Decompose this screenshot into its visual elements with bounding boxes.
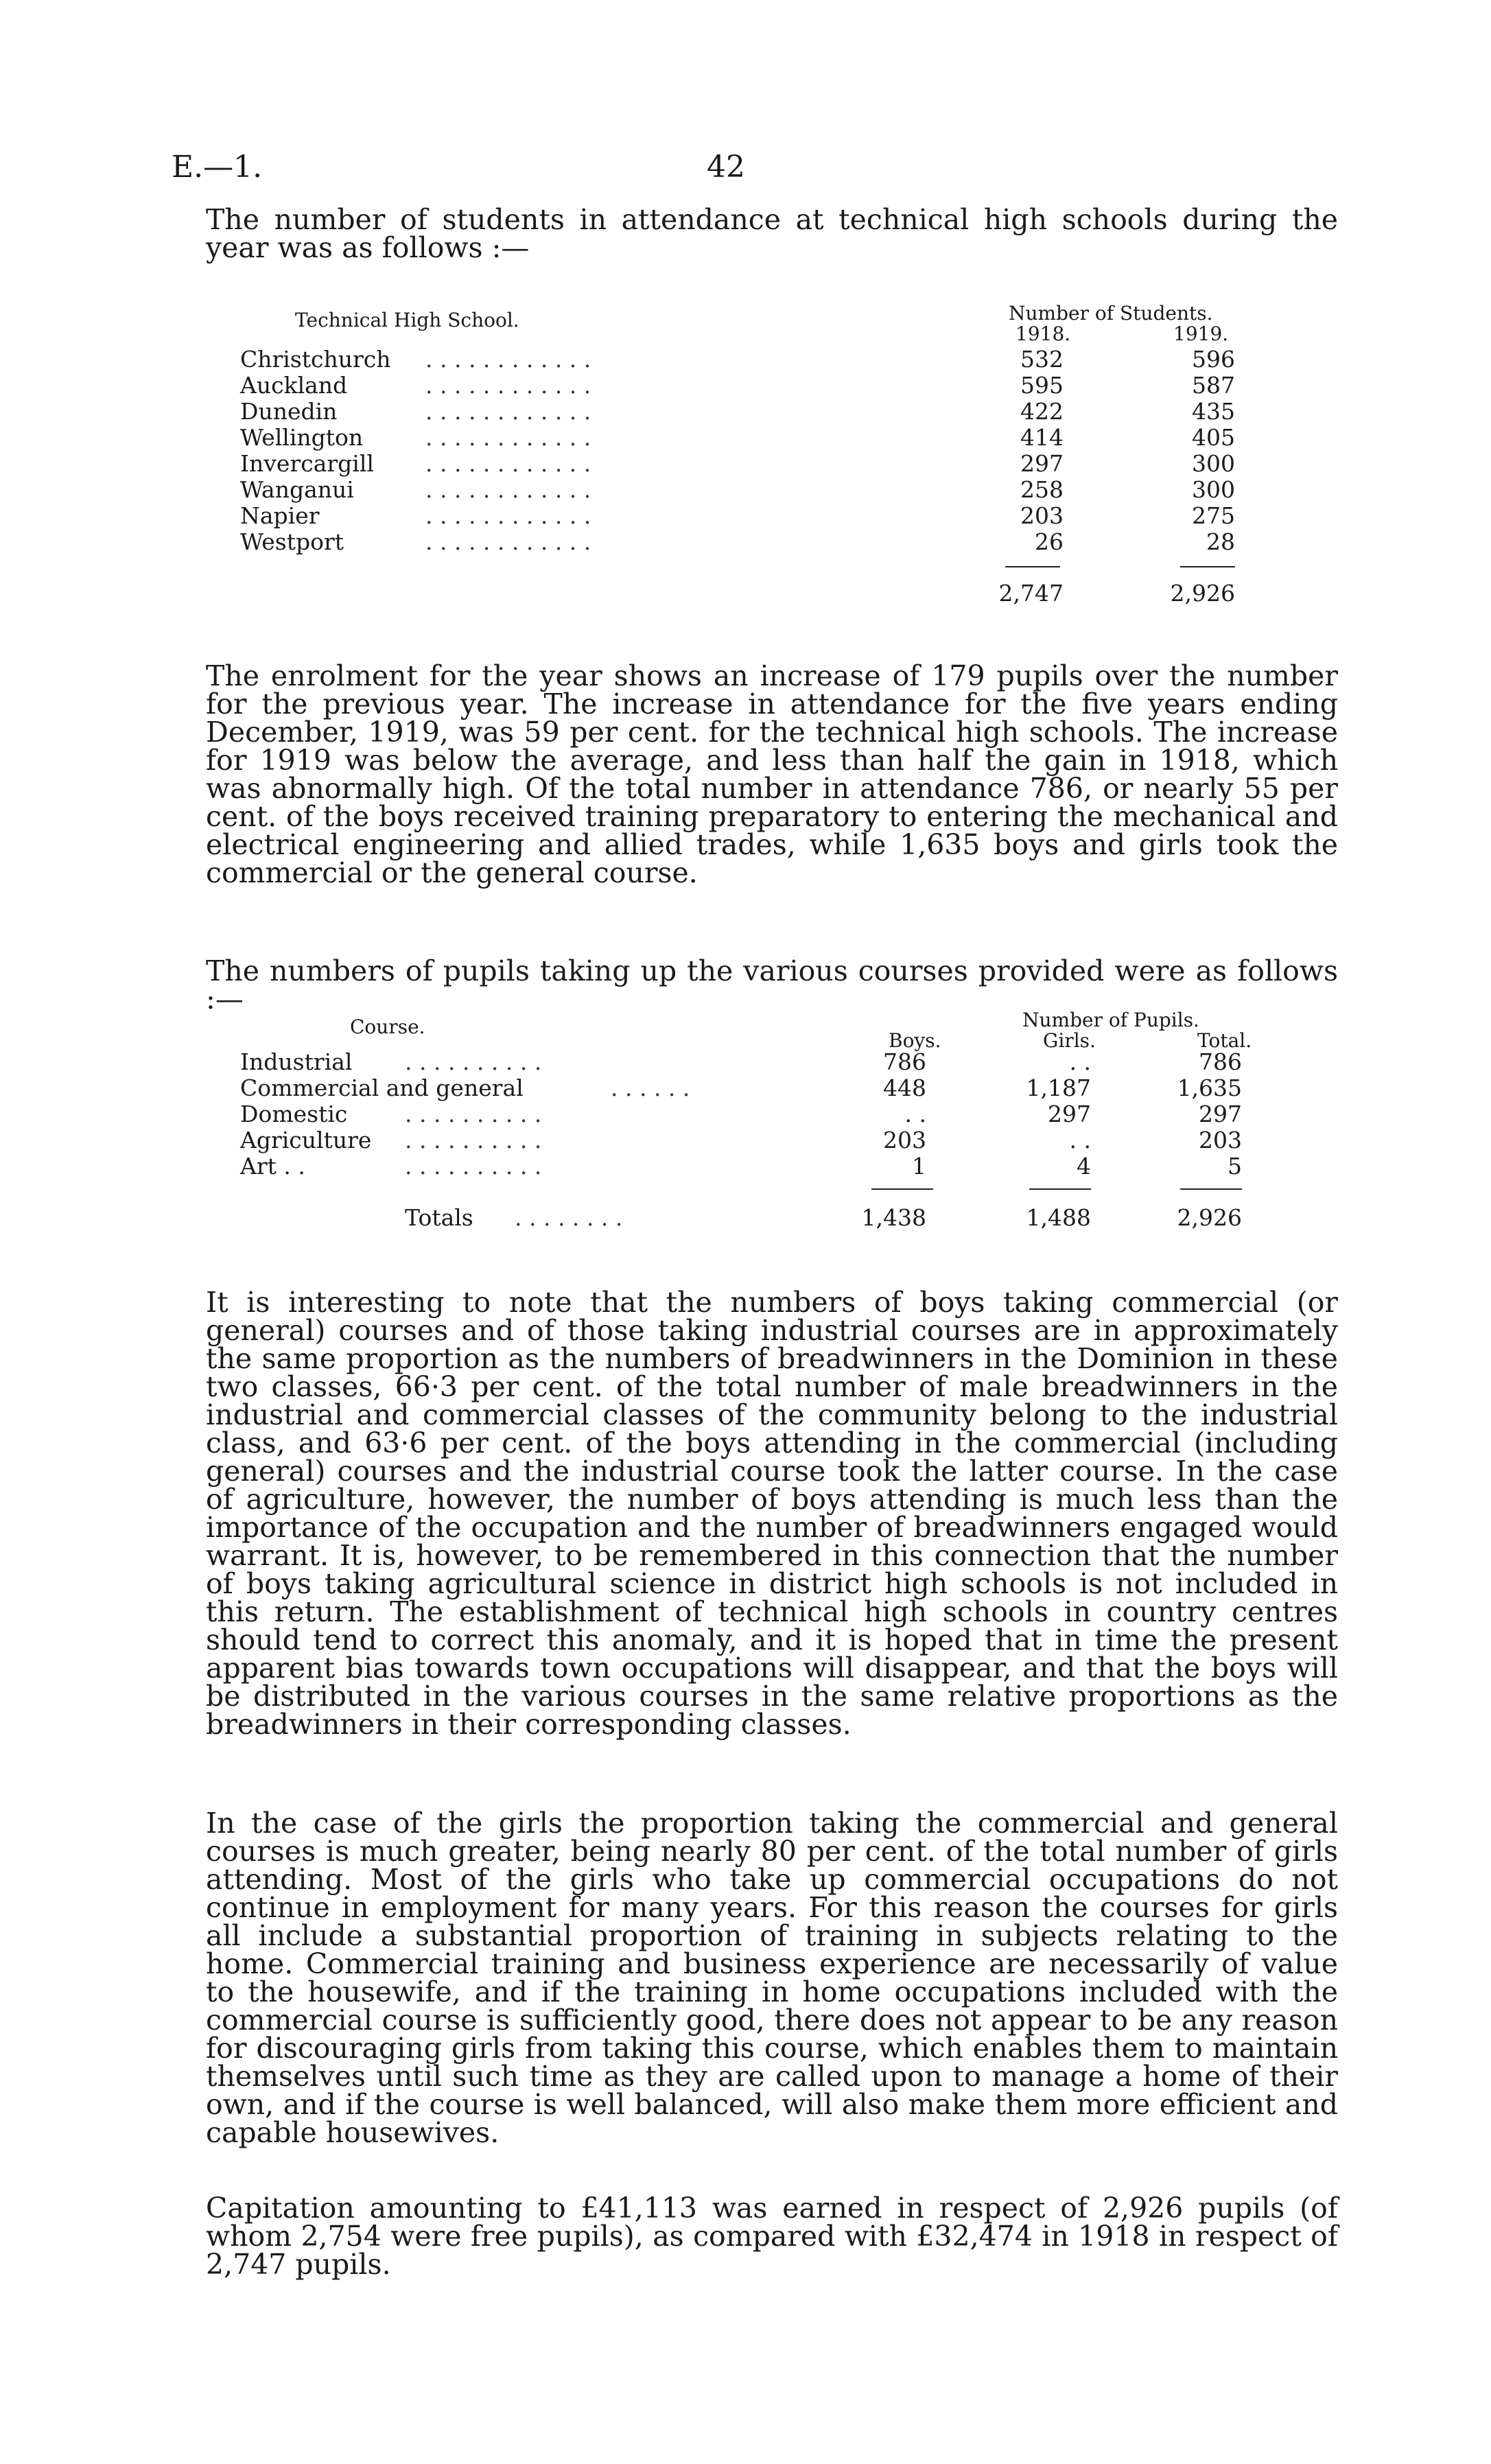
total-header: Total. bbox=[1197, 1029, 1252, 1052]
page-header bbox=[172, 150, 1338, 191]
courses-table: Course. Number of Pupils. Boys. Girls. Total. Industrial . . . . . . . . . . 786 . . 786 Commercial and general . . . . . . 448 1,187 1,635 Domestic . . . . . . . . . . . . 297 297 Agriculture . . . . . . . . . . 203 . . 203 Art . . . . . . . . . . . . 1 4 5 Totals . . . . . . . . 1,438 1,488 2,926 bbox=[240, 1009, 1252, 1231]
enrolment-paragraph: The enrolment for the year shows an increase of 179 pupils over the number for the previous year. The increase in attendance for the five years ending December, 1919, was 59 per cent. for the technical high schools. The increase for 1919 was below the average, and less than half the gain in 1918, which was abnormally high. Of the total number in attendance 786, or nearly 55 per cent. of the boys received training preparatory to entering the mechanical and electrical engineering and allied trades, while 1,635 boys and girls took the commercial or the general course. bbox=[206, 659, 1338, 889]
year-1918-header: 1918. bbox=[1015, 322, 1071, 345]
breadwinners-paragraph: It is interesting to note that the numbers of boys taking commercial (or general) courses and of those taking industrial courses are in approximately the same proportion as the numbers of breadwinners in the Dominion in these two classes, 66·3 per cent. of the total number of male breadwinners in the industrial and commercial classes of the community belong to the industrial class, and 63·6 per cent. of the boys attending in the commercial (including general) courses and the industrial course took the latter course. In the case of agriculture, however, the number of boys attending is much less than the importance of the occupation and the number of breadwinners engaged would warrant. It is, however, to be remembered in this connection that the number of boys taking agricultural science in district high schools is not included in this return. The establishment of technical high schools in country centres should tend to correct this anomaly, and it is hoped that in time the present apparent bias towards town occupations will disappear, and that the boys will be distributed in the various courses in the same relative proportions as the breadwinners in their corresponding classes. bbox=[206, 1286, 1338, 1741]
girls-paragraph: In the case of the girls the proportion taking the commercial and general courses is much greater, being nearly 80 per cent. of the total number of girls attending. Most of the girls who take up commercial occupations do not continue in employment for many years. For this reason the courses for girls all include a substantial proportion of training in subjects relating to the home. Commercial training and business experience are necessarily of value to the housewife, and if the training in home occupations included with the commercial course is sufficiently good, there does not appear to be any reason for discouraging girls from taking this course, which enables them to maintain themselves until such time as they are called upon to manage a home of their own, and if the course is well balanced, will also make them more efficient and capable housewives. bbox=[206, 1807, 1338, 2149]
year-1919-header: 1919. bbox=[1173, 322, 1229, 345]
intro-paragraph: The number of students in attendance at technical high schools during the year was as follows :— bbox=[206, 203, 1338, 264]
boys-header: Boys. bbox=[889, 1029, 941, 1052]
sum-rule bbox=[1029, 1188, 1091, 1190]
capitation-paragraph: Capitation amounting to £41,113 was earned in respect of 2,926 pupils (of whom 2,754 were free pupils), as compared with £32,474 in 1918 in respect of 2,747 pupils. bbox=[206, 2192, 1338, 2281]
report-reference: E.—1. bbox=[172, 150, 263, 185]
sum-rule bbox=[1005, 566, 1060, 567]
courses-intro-paragraph: The numbers of pupils taking up the various courses provided were as follows :— bbox=[206, 954, 1338, 1016]
page-number: 42 bbox=[707, 150, 745, 185]
course-column-header: Course. bbox=[350, 1016, 425, 1038]
pupils-group-header: Number of Pupils. bbox=[1022, 1009, 1199, 1031]
total-1919: 2,926 bbox=[1170, 580, 1235, 607]
sum-rule bbox=[1180, 1188, 1242, 1190]
students-table: Technical High School. Number of Students. 1918. 1919. Christchurch . . . . . . . . . . . . 532 596 Auckland . . . . . . . . . . . . 595 587 Dunedin . . . . . . . . . . . . 422 435 Wellington . . . . . . . . . . . . 414 405 Invercargill . . . . . . . . . . . . 297 300 Wanganui . . . . . . . . . . . . 258 300 Napier . . . . . . . . . . . . 203 275 Westport . . . . . . . . . . . . 26 28 2,747 2,926 bbox=[240, 302, 1235, 607]
students-group-header: Number of Students. bbox=[1009, 302, 1213, 325]
sum-rule bbox=[1180, 566, 1235, 567]
sum-rule bbox=[871, 1188, 933, 1190]
girls-header: Girls. bbox=[1043, 1029, 1096, 1052]
total-1918: 2,747 bbox=[998, 580, 1064, 607]
school-column-header: Technical High School. bbox=[295, 309, 519, 331]
